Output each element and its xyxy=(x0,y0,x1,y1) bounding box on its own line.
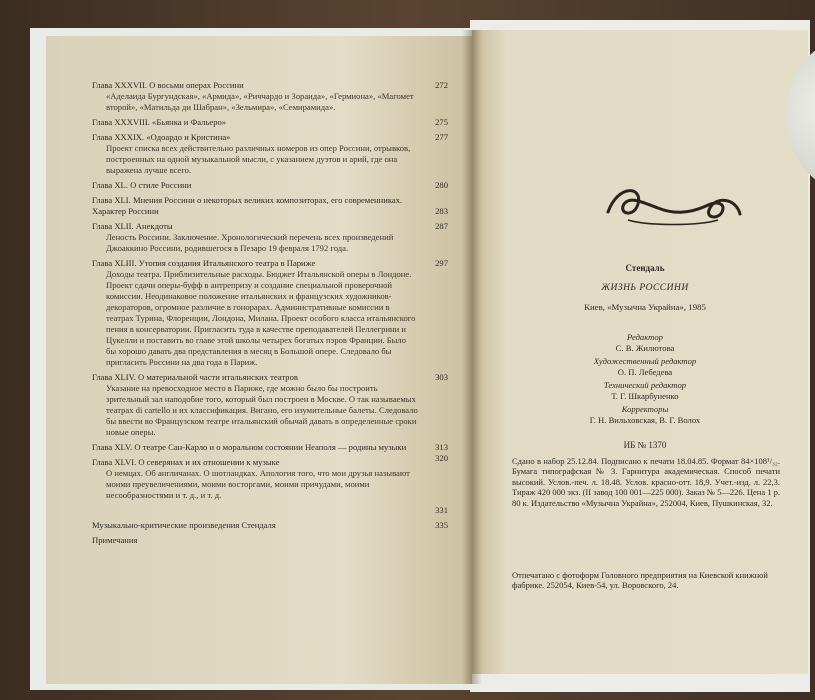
toc-page-number: 331 xyxy=(435,505,448,515)
toc-entry xyxy=(92,258,448,368)
publisher-line: Киев, «Музычна Украйна», 1985 xyxy=(584,302,706,312)
toc-page-number: 287 xyxy=(435,221,448,231)
toc-page-number: 277 xyxy=(435,132,448,142)
toc-entry xyxy=(92,457,448,501)
credit-role: Художественный редактор xyxy=(593,356,697,366)
toc-entry-title: Глава XLV. О театре Сан-Карло и о моральном состоянии Неаполя — родины музыки xyxy=(92,442,407,452)
credit-role: Технический редактор xyxy=(603,380,687,390)
toc-entry-title: Глава XLIII. Утопия создания Итальянского театра в Париже xyxy=(92,258,316,268)
credit-names: Т. Г. Шкарбуненко xyxy=(611,390,679,401)
toc-entry-title: Глава XLII. Анекдоты xyxy=(92,221,173,231)
toc-entry xyxy=(92,520,448,531)
toc-page-number: 320 xyxy=(435,453,448,463)
toc-page-number: 275 xyxy=(435,117,448,127)
toc-page-number: 297 xyxy=(435,258,448,268)
toc-entry xyxy=(92,195,448,217)
toc-page-number: 280 xyxy=(435,180,448,190)
toc-page-number: 335 xyxy=(435,520,448,530)
toc-entry xyxy=(92,180,448,191)
toc-entry-title: Глава XLI. Мнения Россини о некоторых великих композиторах, его современниках. Характер Россини xyxy=(92,195,403,216)
toc-entry xyxy=(92,80,448,113)
credits-block xyxy=(510,332,780,428)
toc-page-number: 272 xyxy=(435,80,448,90)
toc-entry-title: Глава XXXIX. «Одоардо и Кристина» xyxy=(92,132,231,142)
printing-info: Отпечатано с фотоформ Головного предприятия на Киевской книжной фабрике. 252054, Киев-54, ул. Воровского, 24. xyxy=(512,570,768,591)
book-title: ЖИЗНЬ РОССИНИ xyxy=(601,283,689,293)
toc-entry-description: Леность Россини. Заключение. Хронологический перечень всех произведений Джоаккино Россини, родившегося в Пезаро 19 февраля 1792 года. xyxy=(106,232,394,253)
toc-entry-title: Глава XL. О стиле Россини xyxy=(92,180,192,190)
toc-entry-title: Глава XLVI. О северянах и их отношении к музыке xyxy=(92,457,280,467)
toc-page-number: 313 xyxy=(435,442,448,452)
toc-entry-description: Указание на превосходное место в Париже, где можно было бы построить зрительный зал наподобие того, который был построен в Москве. О так называемых театрах di cartello и их классификация. Вигано, его изумительные балеты. Следовало бы ввести во Французском театре итальянский обычай давать в определенные сроки новые оперы. xyxy=(106,383,418,437)
toc-entry xyxy=(92,221,448,254)
book-author: Стендаль xyxy=(625,263,665,273)
table-of-contents xyxy=(92,80,448,550)
credit-names: С. В. Жилютова xyxy=(615,342,675,353)
credit-role: Корректоры xyxy=(621,404,669,414)
imprint-details: Сдано в набор 25.12.84. Подписано к печати 18.04.85. Формат 84×108¹/₃₂. Бумага типографская № 3. Гарнитура академическая. Способ печати высокий. Услов.-печ. л. 18.48. Услов. красно-отт. 18,9. Учет.-изд. л. 22,3. Тираж 420 000 экз. (II завод 100 001—225 000). Заказ № 5—226. Цена 1 р. 80 к. Издательство «Музычна Украйна», 252004, Киев, Пушкинская, 32. xyxy=(512,456,780,508)
credit-item xyxy=(510,332,780,353)
credit-names: Г. Н. Вильховская, В. Г. Волох xyxy=(589,414,701,425)
toc-entry xyxy=(92,372,448,438)
toc-page-number: 303 xyxy=(435,372,448,382)
toc-entry-description: О немцах. Об англичанах. О шотландках. Апология того, что мои друзья называют моими преувеличениями, моими восторгами, моими причудами, моими несообразностями и т. д., и т. д. xyxy=(106,468,410,500)
decorative-ornament xyxy=(598,174,748,244)
toc-entry-description: Проект списка всех действительно различных номеров из опер Россини, отрывков, построенных на одной музыкальной мысли, с указанием дуэтов и арий, где она выражена лучше всего. xyxy=(106,143,411,175)
credit-names: О. П. Лебедева xyxy=(617,366,673,377)
toc-entry-title: Глава XLIV. О материальной части итальянских театров xyxy=(92,372,298,382)
toc-entry-description: «Аделаида Бургундская», «Армида», «Риччардо и Зораида», «Гермиона», «Магомет второй», «Матильда ди Шабран», «Зельмира», «Семирамида». xyxy=(106,91,414,112)
ib-number: ИБ № 1370 xyxy=(623,440,667,450)
credit-role: Редактор xyxy=(627,332,663,342)
credit-item xyxy=(510,380,780,401)
toc-entry xyxy=(92,535,448,546)
toc-entry-title: Музыкально-критические произведения Стендаля xyxy=(92,520,276,530)
credit-item xyxy=(510,356,780,377)
toc-page-number: 283 xyxy=(435,206,448,216)
toc-entry xyxy=(92,505,448,516)
toc-entry xyxy=(92,132,448,176)
toc-entry xyxy=(92,117,448,128)
toc-entry-title: Глава XXXVIII. «Бьянка и Фальеро» xyxy=(92,117,227,127)
toc-entry-title: Примечания xyxy=(92,535,138,545)
book-gutter xyxy=(462,30,482,684)
toc-entry-title: Глава XXXVII. О восьми операх Россини xyxy=(92,80,244,90)
credit-item xyxy=(510,404,780,425)
toc-entry-description: Доходы театра. Приблизительные расходы. Бюджет Итальянской оперы в Лондоне. Проект сдачи оперы-буфф в антрепризу и создание специальной проверочной комиссии. Неодинаковое положение итальянских и французских художников-декораторов, огромное различие в гонорарах. Административные комиссии в театрах Турина, Флоренции, Лондона, Милана. Проект особого класса итальянского пения в консерватории. Пригласить туда в качестве преподавателей Пеллегрини и Цукелли и поставить во главе этой школы четырех богатых пэров Франции. Было бы хорошо давать два представления в месяц в Большой опере. Следовало бы пригласить Россини на два года в Париж. xyxy=(106,269,416,367)
